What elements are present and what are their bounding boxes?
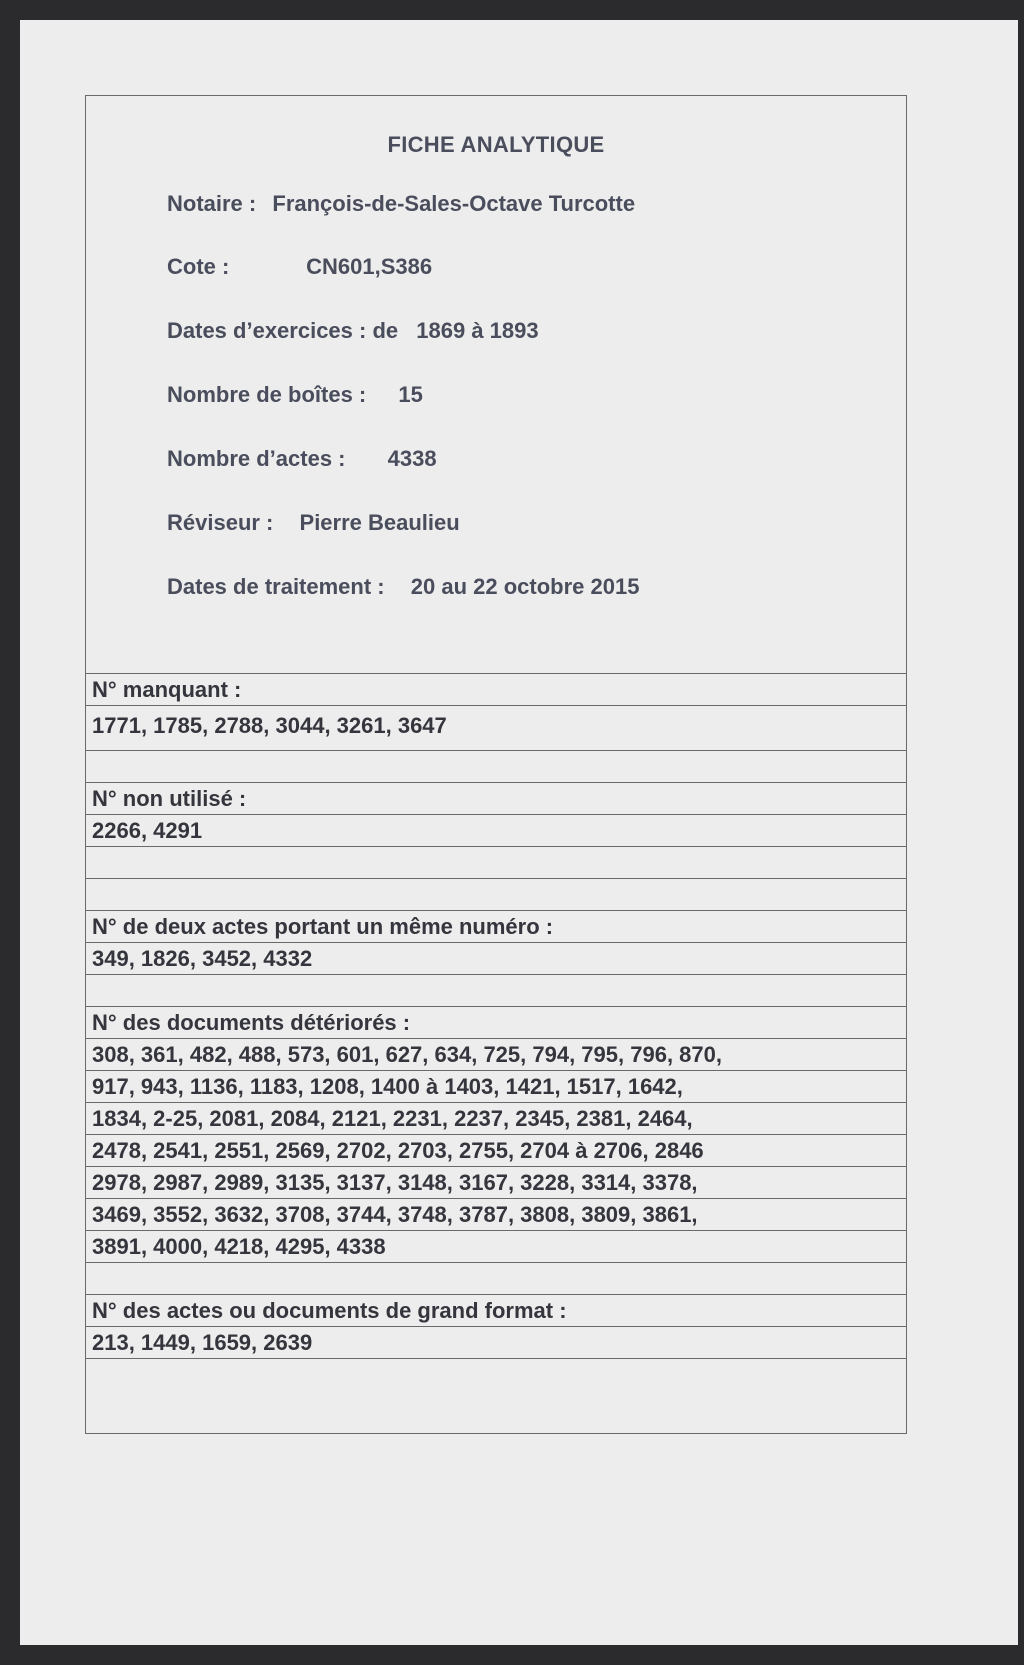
dates-exercices-label: Dates d’exercices : de (167, 318, 399, 343)
dates-exercices-field (167, 318, 539, 344)
grand-format-line: 213, 1449, 1659, 2639 (86, 1326, 906, 1358)
form-frame (85, 95, 907, 1434)
deteriores-line: 3891, 4000, 4218, 4295, 4338 (86, 1230, 906, 1262)
reviseur-value: Pierre Beaulieu (299, 510, 460, 535)
nombre-actes-value: 4338 (387, 446, 437, 471)
dates-traitement-field (167, 574, 639, 600)
record-table (86, 673, 906, 1390)
reviseur-field (167, 510, 460, 536)
empty-row (86, 750, 906, 782)
notaire-field (167, 191, 635, 217)
dates-exercices-value: 1869 à 1893 (416, 318, 539, 343)
deteriores-line: 308, 361, 482, 488, 573, 601, 627, 634, 725, 794, 795, 796, 870, (86, 1038, 906, 1070)
nombre-actes-label: Nombre d’actes : (167, 446, 346, 471)
page-title: FICHE ANALYTIQUE (387, 132, 605, 157)
deux-actes-line: 349, 1826, 3452, 4332 (86, 942, 906, 974)
document-sheet (20, 20, 1018, 1645)
nombre-boites-field (167, 382, 423, 408)
manquant-heading: N° manquant : (86, 673, 906, 705)
reviseur-label: Réviseur : (167, 510, 274, 535)
deteriores-line: 2478, 2541, 2551, 2569, 2702, 2703, 2755, 2704 à 2706, 2846 (86, 1134, 906, 1166)
empty-row (86, 1262, 906, 1294)
notaire-label: Notaire : (167, 191, 257, 216)
manquant-line: 1771, 1785, 2788, 3044, 3261, 3647 (86, 705, 906, 750)
empty-row (86, 846, 906, 878)
notaire-value: François-de-Sales-Octave Turcotte (272, 191, 636, 216)
cote-label: Cote : (167, 254, 230, 279)
empty-row (86, 1358, 906, 1390)
deux-actes-heading: N° de deux actes portant un même numéro : (86, 910, 906, 942)
nombre-boites-label: Nombre de boîtes : (167, 382, 367, 407)
cote-field (167, 254, 432, 280)
deteriores-line: 2978, 2987, 2989, 3135, 3137, 3148, 3167, 3228, 3314, 3378, (86, 1166, 906, 1198)
cote-value: CN601,S386 (306, 254, 433, 279)
empty-row (86, 878, 906, 910)
nombre-boites-value: 15 (398, 382, 423, 407)
non-utilise-line: 2266, 4291 (86, 814, 906, 846)
deteriores-line: 917, 943, 1136, 1183, 1208, 1400 à 1403, 1421, 1517, 1642, (86, 1070, 906, 1102)
non-utilise-heading: N° non utilisé : (86, 782, 906, 814)
deteriores-line: 1834, 2-25, 2081, 2084, 2121, 2231, 2237, 2345, 2381, 2464, (86, 1102, 906, 1134)
dates-traitement-value: 20 au 22 octobre 2015 (410, 574, 640, 599)
dates-traitement-label: Dates de traitement : (167, 574, 385, 599)
deteriores-line: 3469, 3552, 3632, 3708, 3744, 3748, 3787, 3808, 3809, 3861, (86, 1198, 906, 1230)
grand-format-heading: N° des actes ou documents de grand format : (86, 1294, 906, 1326)
nombre-actes-field (167, 446, 437, 472)
deteriores-heading: N° des documents détériorés : (86, 1006, 906, 1038)
empty-row (86, 974, 906, 1006)
